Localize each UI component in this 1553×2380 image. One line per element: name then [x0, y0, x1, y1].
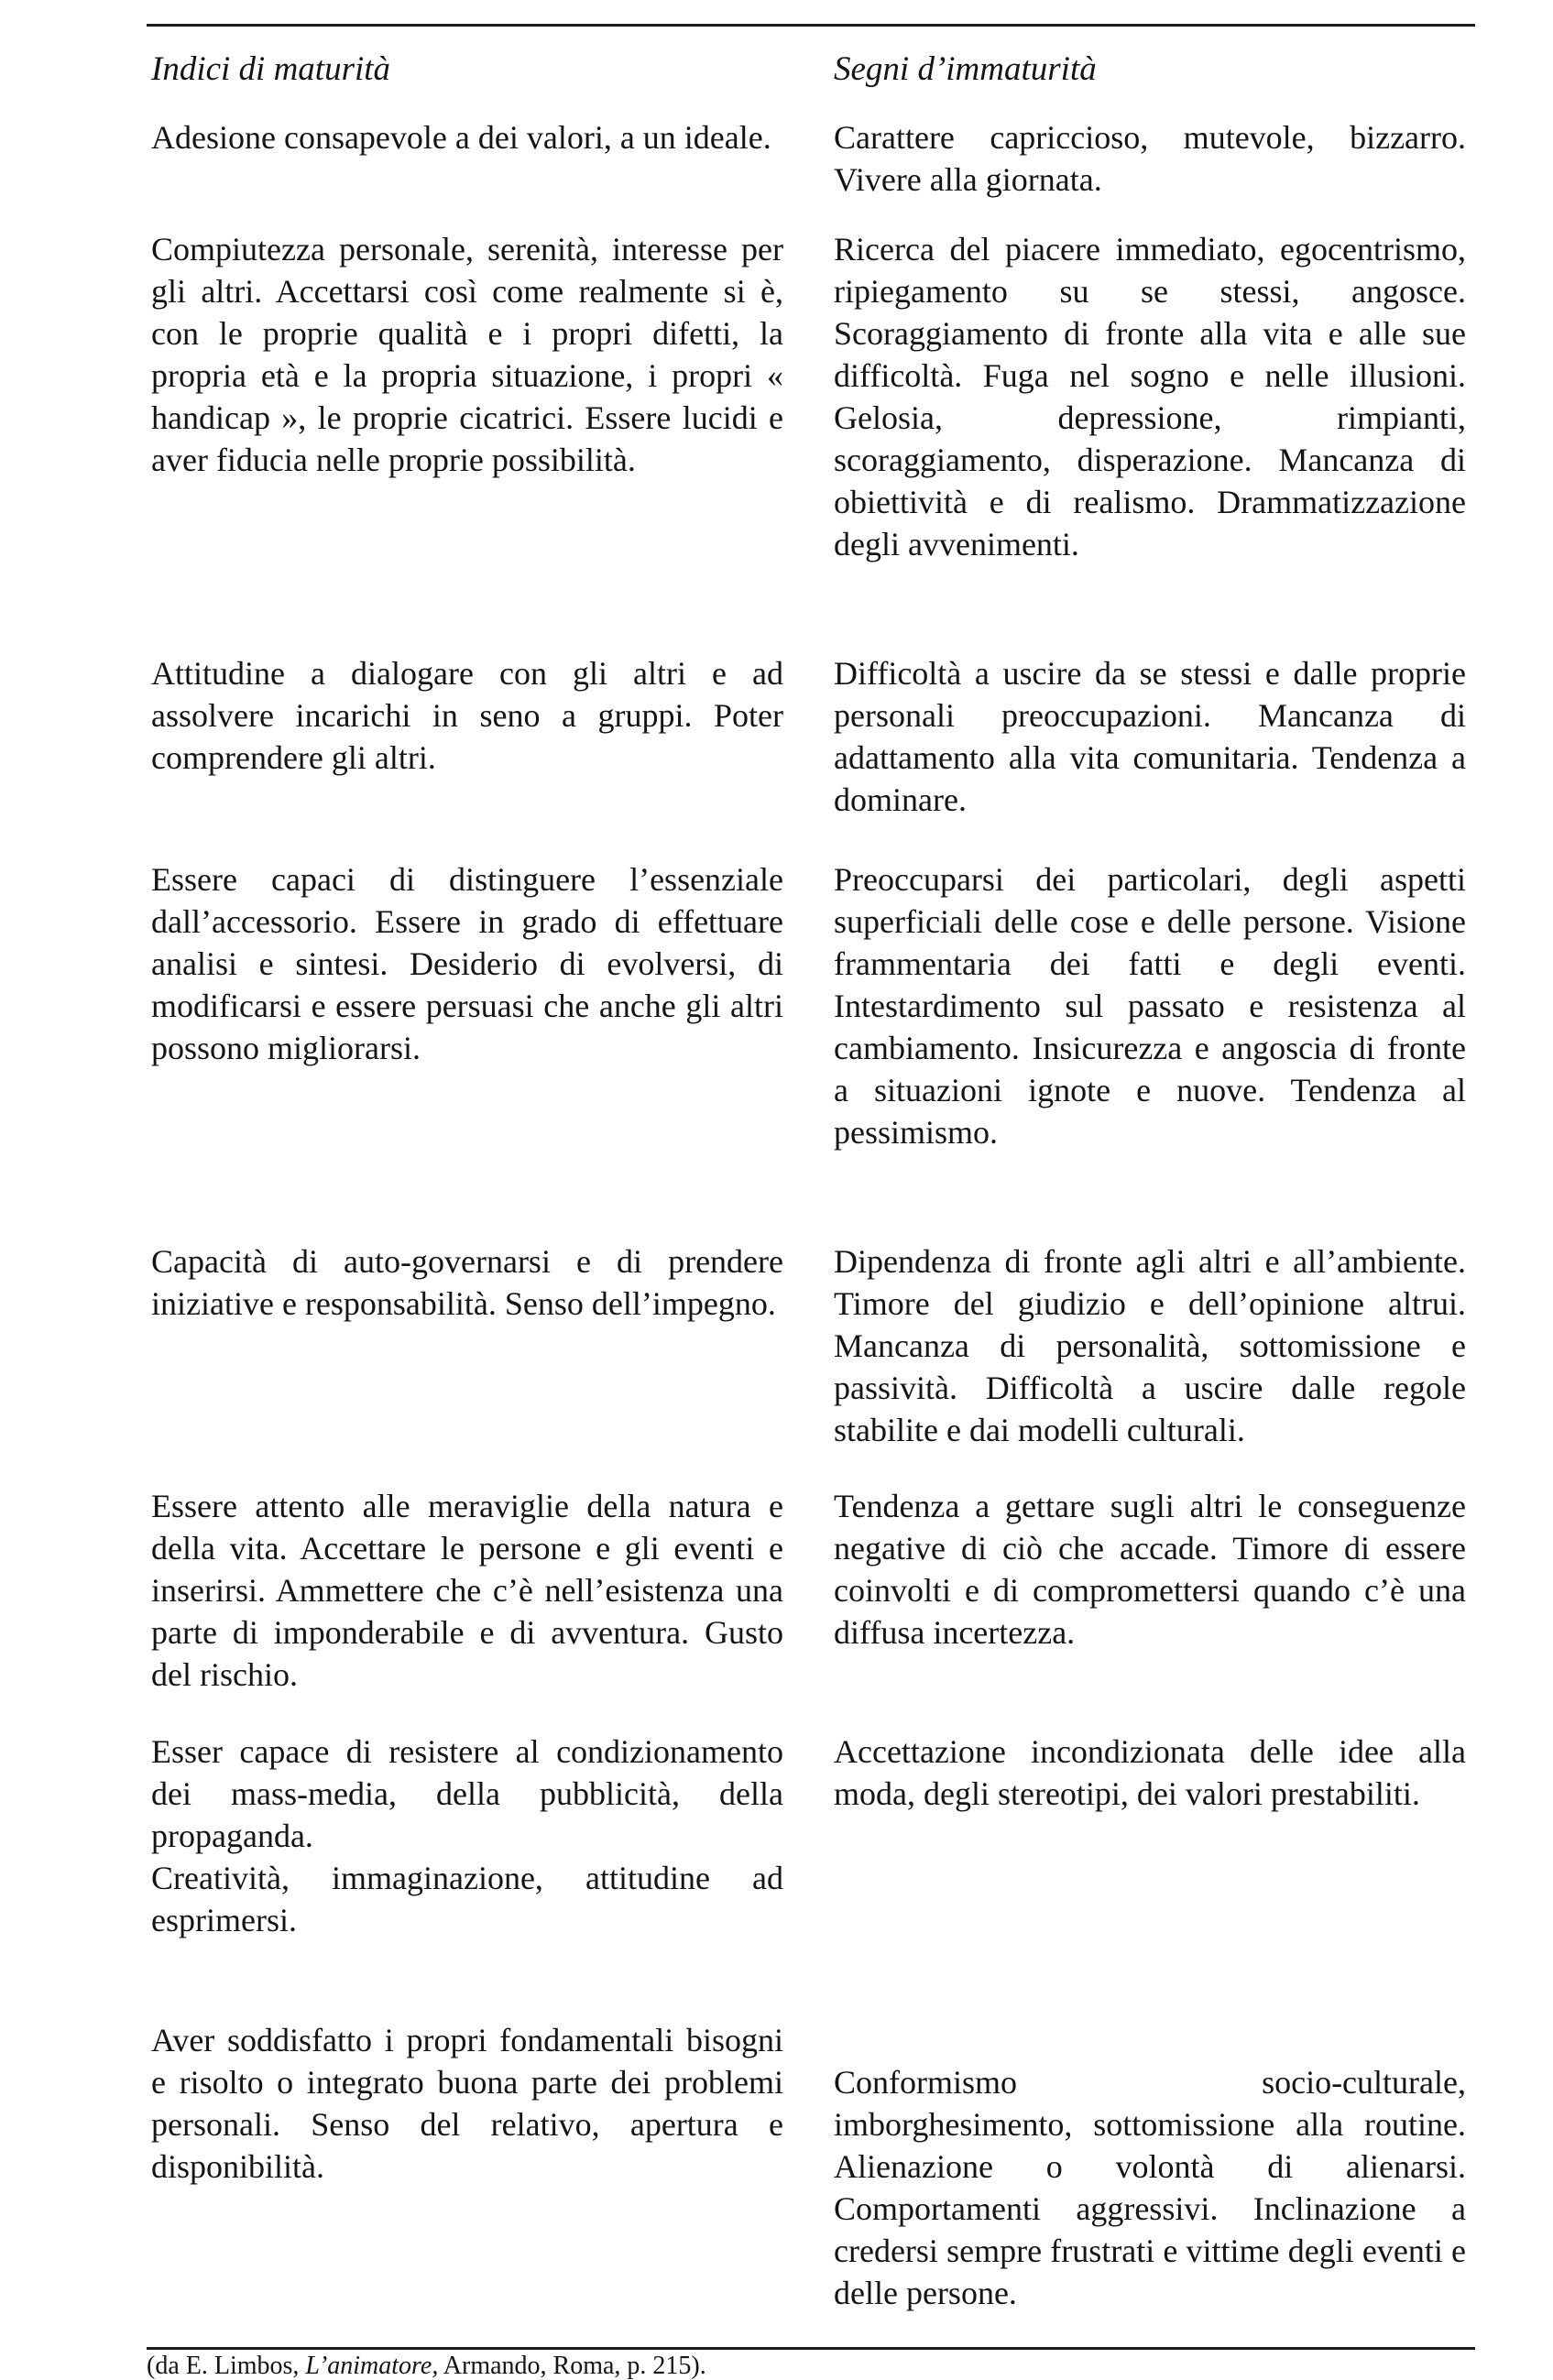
immaturity-item-6: Tendenza a gettare sugli altri le conseguenze negative di ciò che accade. Timore di essere coinvolti e di compromettersi quando c’è una diffusa incertezza.: [834, 1488, 1466, 1651]
maturity-column-heading: Indici di maturità: [151, 50, 391, 88]
maturity-item-3: Attitudine a dialogare con gli altri e ad assolvere incarichi in seno a gruppi. Poter comprendere gli altri.: [151, 655, 783, 776]
maturity-item-5: Capacità di auto-governarsi e di prendere iniziative e responsabilità. Senso dell’impegno.: [151, 1243, 783, 1322]
immaturity-column-heading: Segni d’immaturità: [834, 50, 1097, 88]
citation-suffix: Armando, Roma, p. 215).: [438, 2352, 706, 2380]
maturity-item-7: [151, 1730, 783, 1941]
top-rule: [147, 24, 1475, 27]
citation-prefix: (da E. Limbos,: [147, 2352, 306, 2380]
immaturity-item-3: Difficoltà a uscire da se stessi e dalle proprie personali preoccupazioni. Mancanza di adattamento alla vita comunitaria. Tendenza a dominare.: [834, 655, 1466, 818]
immaturity-item-4: Preoccuparsi dei particolari, degli aspetti superficiali delle cose e delle persone. Visione frammentaria dei fatti e degli eventi. Intestardimento sul passato e resistenza al cambiamento. Insicurezza e angoscia di fronte a situazioni ignote e nuove. Tendenza al pessimismo.: [834, 861, 1466, 1151]
bottom-rule: [147, 2347, 1475, 2350]
maturity-item-6: Essere attento alle meraviglie della natura e della vita. Accettare le persone e gli eventi e inserirsi. Ammettere che c’è nell’esistenza una parte di imponderabile e di avventura. Gusto del rischio.: [151, 1488, 783, 1693]
maturity-item-7-text: Esser capace di resistere al condizionamento dei mass-media, della pubblicità, della propaganda.: [151, 1733, 783, 1854]
maturity-item-2: Compiutezza personale, serenità, interesse per gli altri. Accettarsi così come realmente si è, con le proprie qualità e i propri difetti, la propria età e la propria situazione, i propri « handicap », le proprie cicatrici. Essere lucidi e aver fiducia nelle proprie possibilità.: [151, 231, 783, 478]
maturity-item-1: Adesione consapevole a dei valori, a un ideale.: [151, 119, 771, 156]
maturity-item-7-extra: Creatività, immaginazione, attitudine ad esprimersi.: [151, 1860, 783, 1938]
citation-title: L’animatore,: [305, 2352, 439, 2380]
maturity-item-8: Aver soddisfatto i propri fondamentali bisogni e risolto o integrato buona parte dei problemi personali. Senso del relativo, apertura e disponibilità.: [151, 2022, 783, 2185]
immaturity-item-1: Carattere capriccioso, mutevole, bizzarro. Vivere alla giornata.: [834, 119, 1466, 198]
immaturity-item-8: Conformismo socio-culturale, imborghesimento, sottomissione alla routine. Alienazione o volontà di alienarsi. Comportamenti aggressivi. Inclinazione a credersi sempre frustrati e vittime degli eventi e delle persone.: [834, 2064, 1466, 2311]
immaturity-item-2: Ricerca del piacere immediato, egocentrismo, ripiegamento su se stessi, angosce. Scoraggiamento di fronte alla vita e alle sue difficoltà. Fuga nel sogno e nelle illusioni. Gelosia, depressione, rimpianti, scoraggiamento, disperazione. Mancanza di obiettività e di realismo. Drammatizzazione degli avvenimenti.: [834, 231, 1466, 562]
source-citation: [147, 2353, 706, 2380]
immaturity-item-7: Accettazione incondizionata delle idee alla moda, degli stereotipi, dei valori prestabiliti.: [834, 1733, 1466, 1812]
maturity-item-4: Essere capaci di distinguere l’essenziale dall’accessorio. Essere in grado di effettuare analisi e sintesi. Desiderio di evolversi, di modificarsi e essere persuasi che anche gli altri possono migliorarsi.: [151, 861, 783, 1066]
immaturity-item-5: Dipendenza di fronte agli altri e all’ambiente. Timore del giudizio e dell’opinione altrui. Mancanza di personalità, sottomissione e passività. Difficoltà a uscire dalle regole stabilite e dai modelli culturali.: [834, 1243, 1466, 1448]
